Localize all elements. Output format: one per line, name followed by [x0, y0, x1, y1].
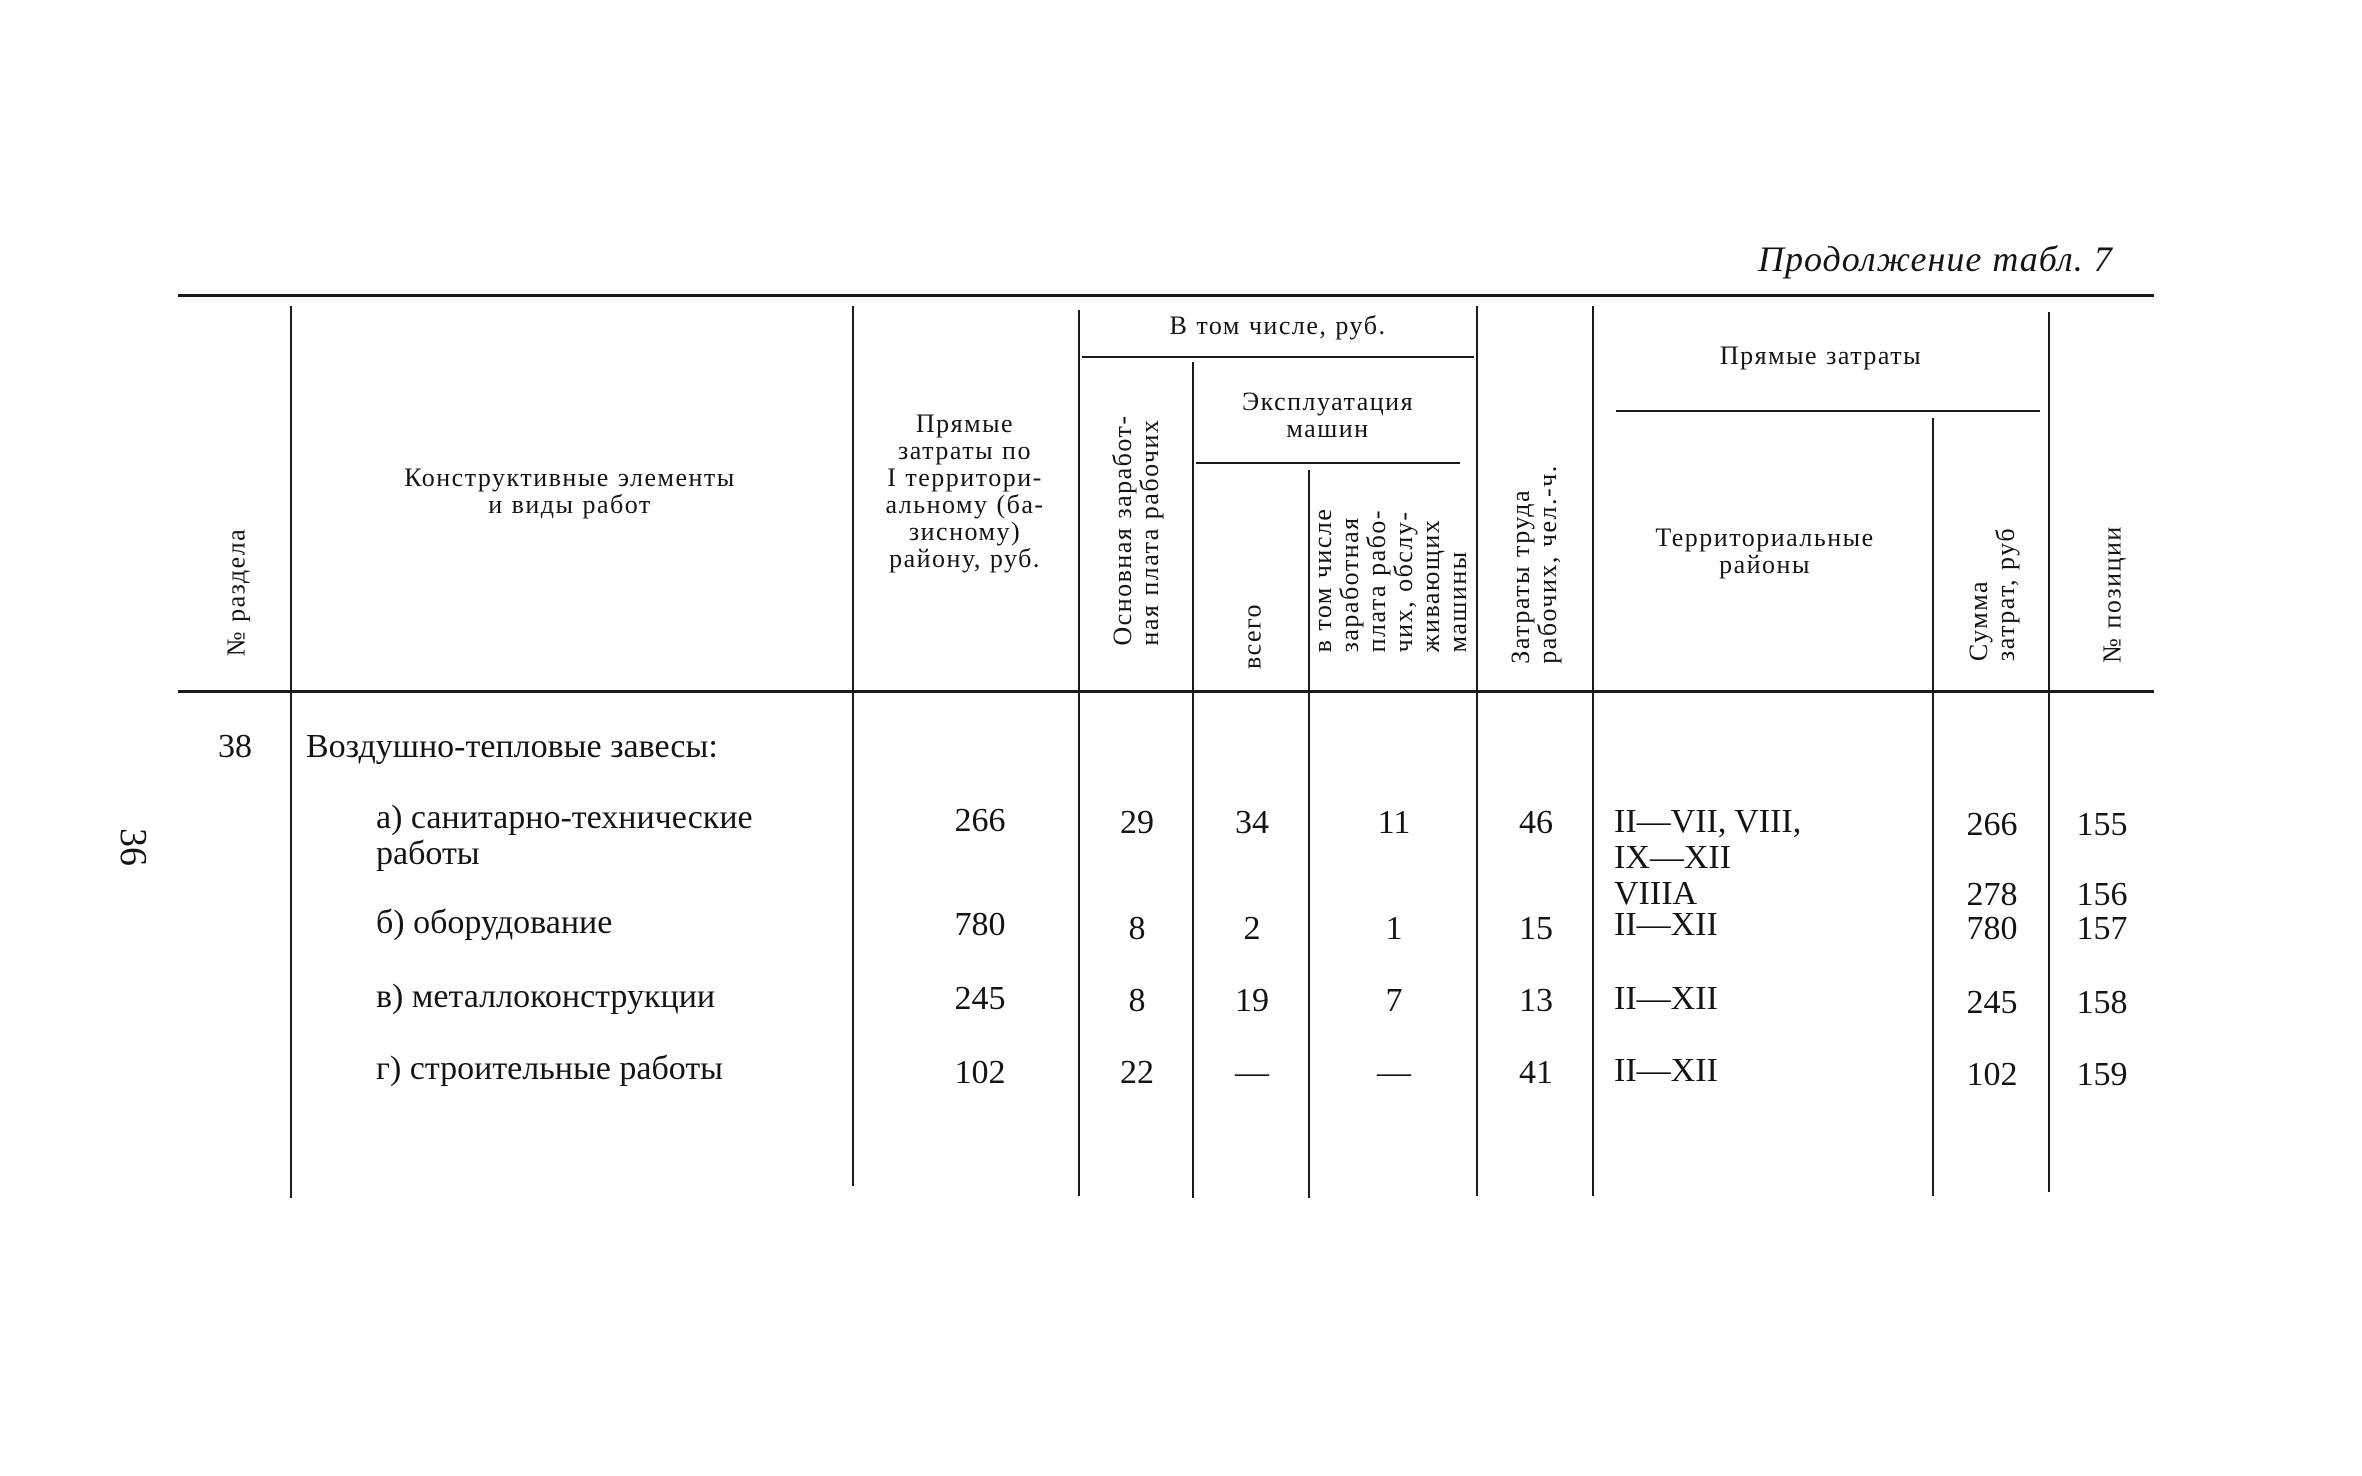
header-line: районы — [1719, 550, 1811, 579]
row-v-region: II—XII — [1614, 980, 1718, 1017]
row-g-position: 159 — [2076, 1056, 2128, 1093]
row-b-labor: 15 — [1519, 910, 1553, 947]
row-a-sum-1: 266 — [1966, 806, 2018, 843]
row-a-sum-2: 278 — [1966, 876, 2018, 913]
row-a-region-line: IX—XII — [1614, 839, 1732, 876]
row-a-position-1: 155 — [2076, 806, 2128, 843]
row-a-regions — [1614, 804, 1801, 912]
row-a-incl: 11 — [1377, 804, 1411, 841]
col-rule-7 — [1592, 306, 1594, 1196]
row-b-name: б) оборудование — [376, 904, 613, 941]
header-line: заработная — [1335, 516, 1364, 653]
header-direct-costs: Прямые затраты — [1719, 341, 1923, 370]
row-g-base-cost: 102 — [954, 1054, 1006, 1091]
header-line: Сумма — [1964, 579, 1993, 662]
row-a-total: 34 — [1235, 804, 1269, 841]
header-elements — [340, 464, 800, 518]
header-total: всего — [1237, 602, 1267, 670]
row-a-name — [376, 800, 753, 872]
header-line: I территори- — [887, 463, 1043, 492]
row-a-position-2: 156 — [2076, 876, 2128, 913]
header-incl-wage — [1309, 508, 1471, 653]
header-line: затраты по — [898, 436, 1032, 465]
header-machine-operation — [1196, 388, 1460, 442]
row-a-name-line: работы — [376, 835, 480, 872]
row-b-incl: 1 — [1385, 910, 1403, 947]
row-g-total: — — [1235, 1054, 1269, 1091]
row-v-position: 158 — [2076, 984, 2128, 1021]
col-rule-4 — [1192, 362, 1194, 1198]
header-line: Прямые — [915, 409, 1015, 438]
row-b-position: 157 — [2076, 910, 2128, 947]
row-v-wage: 8 — [1128, 982, 1146, 1019]
header-line: машины — [1443, 550, 1472, 653]
row-a-labor: 46 — [1519, 804, 1553, 841]
header-line: живающих — [1416, 518, 1445, 653]
row-g-wage: 22 — [1120, 1054, 1154, 1091]
row-g-incl: — — [1377, 1054, 1411, 1091]
machine-rule — [1196, 462, 1460, 464]
row-v-incl: 7 — [1385, 982, 1403, 1019]
row-a-name-line: а) санитарно-технические — [376, 799, 753, 836]
row-v-name: в) металлоконструкции — [376, 978, 716, 1015]
header-direct-costs-base — [850, 410, 1080, 572]
incl-rub-rule — [1082, 356, 1474, 358]
col-rule-9 — [2048, 312, 2050, 1192]
row-b-wage: 8 — [1128, 910, 1146, 947]
header-position-no: № позиции — [2097, 525, 2127, 663]
row-b-base-cost: 780 — [954, 906, 1006, 943]
header-line: альному (ба- — [885, 490, 1045, 519]
row-v-base-cost: 245 — [954, 980, 1006, 1017]
row-b-region: II—XII — [1614, 906, 1718, 943]
header-line: зисному) — [908, 517, 1022, 546]
header-line: Территориальные — [1655, 523, 1875, 552]
direct-costs-rule — [1616, 410, 2040, 412]
row-b-total: 2 — [1243, 910, 1261, 947]
row-g-labor: 41 — [1519, 1054, 1553, 1091]
table-top-rule — [178, 294, 2154, 297]
header-line: рабочих, чел.-ч. — [1533, 464, 1562, 664]
row-g-sum: 102 — [1966, 1056, 2018, 1093]
header-line: затрат, руб — [1991, 526, 2020, 662]
table-caption: Продолжение табл. 7 — [1758, 239, 2113, 279]
page-number: 36 — [112, 828, 154, 866]
header-line: району, руб. — [889, 544, 1041, 573]
row-v-total: 19 — [1235, 982, 1269, 1019]
row-a-region-line: VIIIA — [1614, 875, 1698, 912]
header-regions — [1600, 524, 1930, 578]
row-b-sum: 780 — [1966, 910, 2018, 947]
header-elements-line: Конструктивные элементы — [404, 463, 736, 492]
header-line: ная плата рабочих — [1135, 418, 1164, 646]
row-v-sum: 245 — [1966, 984, 2018, 1021]
row-g-region: II—XII — [1614, 1052, 1718, 1089]
header-labor — [1507, 464, 1561, 663]
header-line: Затраты труда — [1506, 488, 1535, 664]
row-a-base-cost: 266 — [954, 802, 1006, 839]
row-a-region-line: II—VII, VIII, — [1614, 803, 1802, 840]
section-number: 38 — [218, 728, 252, 765]
row-g-name: г) строительные работы — [376, 1050, 724, 1087]
header-line: машин — [1286, 414, 1370, 443]
row-a-wage: 29 — [1120, 804, 1154, 841]
header-line: чих, обслу- — [1389, 510, 1418, 653]
section-title: Воздушно-тепловые завесы: — [306, 728, 718, 765]
header-line: Основная заработ- — [1108, 414, 1137, 646]
row-v-labor: 13 — [1519, 982, 1553, 1019]
header-section-no: № раздела — [221, 527, 251, 657]
col-rule-6 — [1476, 306, 1478, 1196]
col-rule-8 — [1932, 418, 1934, 1196]
header-line: Эксплуатация — [1241, 387, 1415, 416]
header-base-wage — [1109, 414, 1163, 645]
col-rule-1 — [290, 306, 292, 1198]
header-sum — [1965, 527, 2019, 661]
header-bottom-rule — [178, 690, 2154, 693]
header-elements-line: и виды работ — [488, 490, 652, 519]
header-line: плата рабо- — [1362, 509, 1391, 653]
header-incl-rub: В том числе, руб. — [1169, 311, 1387, 340]
header-line: в том числе — [1308, 507, 1337, 653]
